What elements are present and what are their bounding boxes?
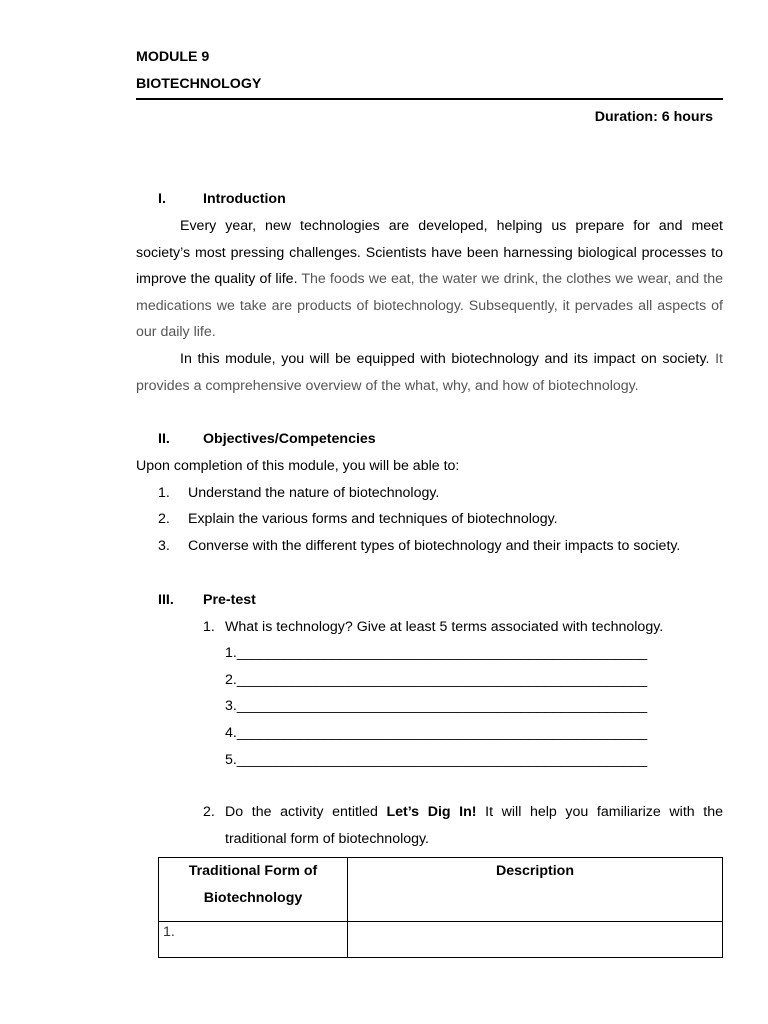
section-objectives-heading [136,426,723,453]
header-line: Description [495,863,575,880]
section-pretest-heading [136,587,723,614]
question-1 [203,614,723,641]
pretest-body [136,614,723,853]
answer-blanks [203,640,723,773]
question-2 [203,799,723,852]
table-cell[interactable] [348,922,723,958]
intro-text-b: The foods we eat, the water we drink, the clothes we wear, and the medications we take are products of biotechnology. Subsequently, it pervades all aspects of our daily life. [136,271,723,341]
section-title: Introduction [203,191,286,207]
section-title: Objectives/Competencies [203,431,376,448]
list-item [136,533,723,560]
list-item [136,480,723,507]
answer-line[interactable]: 2.____________________________________________________ [225,671,648,688]
answer-line[interactable]: 3.____________________________________________________ [225,698,648,715]
header-line: Traditional Form of [188,863,318,880]
question-number: 1. [203,618,215,635]
section-numeral: II. [158,431,170,448]
item-number: 1. [158,484,170,501]
table-header-cell [159,858,348,922]
section-title: Pre-test [203,591,256,608]
intro-paragraph-1 [136,213,723,346]
document-page [136,44,723,958]
item-text: Converse with the different types of biotechnology and their impacts to society. [188,537,681,554]
module-number: MODULE 9 [136,49,210,65]
module-title: BIOTECHNOLOGY [136,71,723,100]
answer-line[interactable]: 4.____________________________________________________ [225,724,648,741]
section-numeral: III. [158,591,174,608]
activity-table [158,857,723,958]
intro-text-a: Every year, new technologies are developed, helping us prepare for and meet society’s most pressing challenges. Scientists have been harnessing biological processes to improve the quality of life. [136,218,723,288]
question-number: 2. [203,804,215,821]
answer-line[interactable]: 5.____________________________________________________ [225,751,648,768]
objectives-list [136,480,723,560]
header-line: Biotechnology [203,890,303,907]
item-number: 2. [158,511,170,528]
activity-title: Let’s Dig In! [386,804,477,821]
question-text: What is technology? Give at least 5 terms associated with technology. [225,618,664,635]
intro-text-d: It provides a comprehensive overview of the what, why, and how of biotechnology. [136,350,723,394]
item-text: Explain the various forms and techniques of biotechnology. [188,511,558,528]
table-header-row [159,858,723,922]
question-text-pre: Do the activity entitled [225,804,387,821]
table-cell[interactable]: 1. [159,922,348,958]
list-item [136,506,723,533]
intro-paragraph-2 [136,346,723,399]
objectives-lead: Upon completion of this module, you will be able to: [136,458,460,475]
section-numeral: I. [158,191,166,207]
answer-line[interactable]: 1.____________________________________________________ [225,645,648,662]
intro-text-c: In this module, you will be equipped with biotechnology and its impact on society. [180,350,716,367]
section-introduction-heading [136,186,723,213]
item-text: Understand the nature of biotechnology. [188,484,440,501]
question-text-post: It will help you familiarize with the traditional form of biotechnology. [225,804,723,847]
table-header-cell [348,858,723,922]
table-row [159,922,723,958]
item-number: 3. [158,537,170,554]
duration: Duration: 6 hours [594,109,713,125]
question-text [225,799,723,852]
